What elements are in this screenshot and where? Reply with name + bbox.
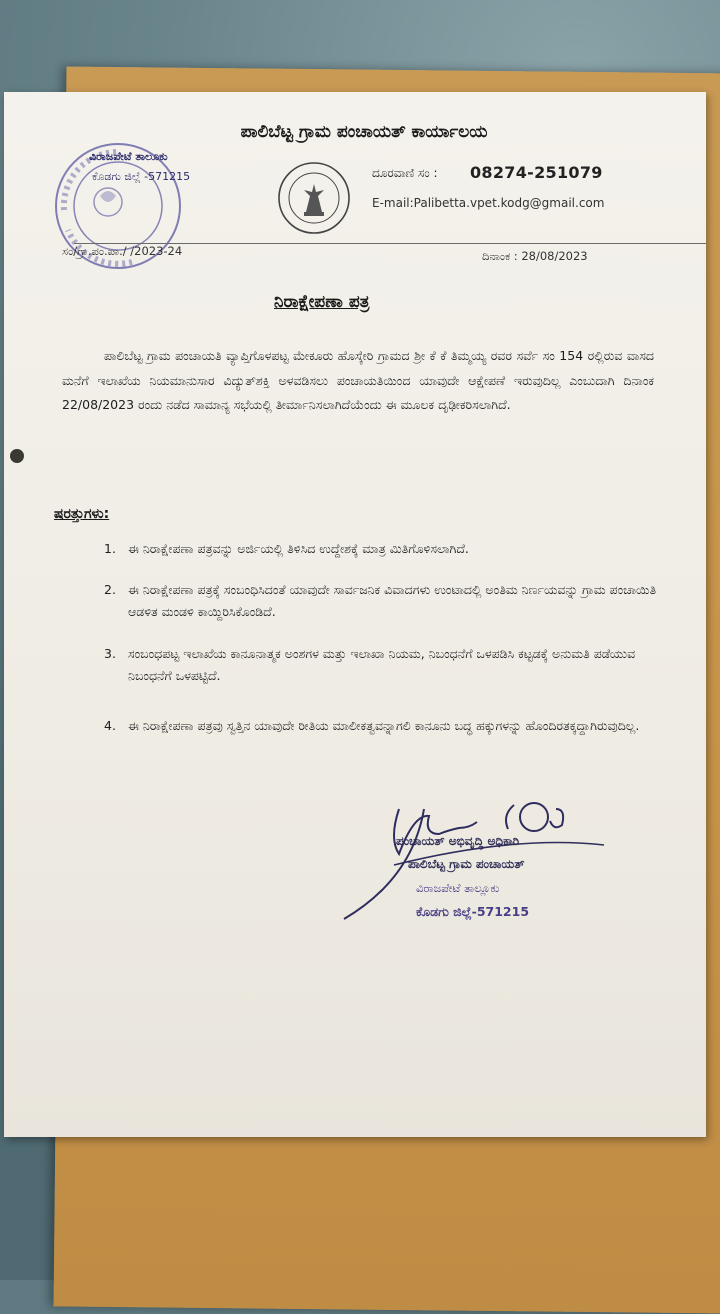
signatory-designation: ಪಂಚಾಯತ್ ಅಭಿವೃದ್ಧಿ ಅಧಿಕಾರಿ: [396, 834, 520, 848]
document-title: ನಿರಾಕ್ಷೇಪಣಾ ಪತ್ರ: [274, 292, 370, 312]
condition-number: 4.: [104, 718, 116, 733]
phone-label: ದೂರವಾಣಿ ಸಂ :: [372, 166, 438, 180]
document-page: [4, 92, 706, 1137]
phone-number: 08274-251079: [470, 163, 603, 182]
document-date: ದಿನಾಂಕ : 28/08/2023: [482, 249, 588, 263]
email-address: E-mail:Palibetta.vpet.kodg@gmail.com: [372, 196, 605, 210]
condition-number: 1.: [104, 541, 116, 556]
condition-number: 3.: [104, 646, 116, 661]
seal-district: ಕೊಡಗು ಜಿಲ್ಲೆ -571215: [92, 170, 191, 183]
condition-text: ಸಂಬಂಧಪಟ್ಟ ಇಲಾಖೆಯ ಕಾನೂನಾತ್ಮಕ ಅಂಶಗಳ ಮತ್ತು ಇಲಾಖಾ ನಿಯಮ, ನಿಬಂಧನೆಗೆ ಒಳಪಡಿಸಿ ಕಟ್ಟಡಕ್ಕೆ ಅನುಮತಿ ಪಡೆಯುವ ನಿಬಂಧನೆಗೆ ಒಳಪಟ್ಟಿದೆ.: [128, 646, 636, 683]
signatory-district: ಕೊಡಗು ಜಿಲ್ಲೆ-571215: [416, 904, 530, 919]
conditions-heading: ಷರತ್ತುಗಳು:: [54, 506, 110, 522]
condition-number: 2.: [104, 582, 116, 597]
signatory-office: ಪಾಲಿಬೆಟ್ಟ ಗ್ರಾಮ ಪಂಚಾಯತ್: [408, 857, 525, 871]
punch-hole: [10, 449, 24, 463]
condition-text: ಈ ನಿರಾಕ್ಷೇಪಣಾ ಪತ್ರವು ಸ್ವತ್ತಿನ ಯಾವುದೇ ರೀತಿಯ ಮಾಲೀಕತ್ವವನ್ನಾಗಲಿ ಕಾನೂನು ಬದ್ಧ ಹಕ್ಕುಗಳನ್ನು ಹೊಂದಿರತಕ್ಕದ್ದಾಗಿರುವುದಿಲ್ಲ.: [128, 718, 640, 733]
certificate-body: ಪಾಲಿಬೆಟ್ಟ ಗ್ರಾಮ ಪಂಚಾಯತಿ ವ್ಯಾಪ್ತಿಗೊಳಪಟ್ಟ ಮೇಕೂರು ಹೊಸ್ಕೇರಿ ಗ್ರಾಮದ ಶ್ರೀ ಕೆ ಕೆ ತಿಮ್ಮಯ್ಯ ರವರ ಸರ್ವೆ ಸಂ 154 ರಲ್ಲಿರುವ ವಾಸದ ಮನೆಗೆ ಇಲಾಖೆಯ ನಿಯಮಾನುಸಾರ ವಿದ್ಯುತ್‌ಶಕ್ತಿ ಅಳವಡಿಸಲು ಪಂಚಾಯತಿಯಿಂದ ಯಾವುದೇ ಆಕ್ಷೇಪಣೆ ಇರುವುದಿಲ್ಲ ಎಂಬುದಾಗಿ ದಿನಾಂಕ 22/08/2023 ರಂದು ನಡೆದ ಸಾಮಾನ್ಯ ಸಭೆಯಲ್ಲಿ ತೀರ್ಮಾನಿಸಲಾಗಿದೆಯೆಂದು ಈ ಮೂಲಕ ದೃಢೀಕರಿಸಲಾಗಿದೆ.: [62, 348, 654, 412]
seal-taluk: ವಿರಾಜಪೇಟೆ ತಾಲೂಕು: [89, 150, 168, 163]
reference-number: ಸಂ/ಗ್ರಾ.ಪಂ.ಪಾ./ /2023-24: [62, 244, 183, 258]
government-emblem-icon: [276, 160, 352, 236]
condition-text: ಈ ನಿರಾಕ್ಷೇಪಣಾ ಪತ್ರಕ್ಕೆ ಸಂಬಂಧಿಸಿದಂತೆ ಯಾವುದೇ ಸಾರ್ವಜನಿಕ ವಿವಾದಗಳು ಉಂಟಾದಲ್ಲಿ ಅಂತಿಮ ನಿರ್ಣಯವನ್ನು ಗ್ರಾಮ ಪಂಚಾಯಿತಿ ಆಡಳಿತ ಮಂಡಳಿ ಕಾಯ್ದಿರಿಸಿಕೊಂಡಿದೆ.: [128, 582, 657, 619]
signatory-taluk: ವಿರಾಜಪೇಟೆ ತಾಲ್ಲೂಕು: [416, 881, 500, 895]
office-title: ಪಾಲಿಬೆಟ್ಟ ಗ್ರಾಮ ಪಂಚಾಯತ್ ಕಾರ್ಯಾಲಯ: [240, 122, 488, 142]
condition-text: ಈ ನಿರಾಕ್ಷೇಪಣಾ ಪತ್ರವನ್ನು ಅರ್ಜಿಯಲ್ಲಿ ತಿಳಿಸಿದ ಉದ್ದೇಶಕ್ಕೆ ಮಾತ್ರ ಮಿತಿಗೊಳಿಸಲಾಗಿದೆ.: [128, 541, 469, 556]
